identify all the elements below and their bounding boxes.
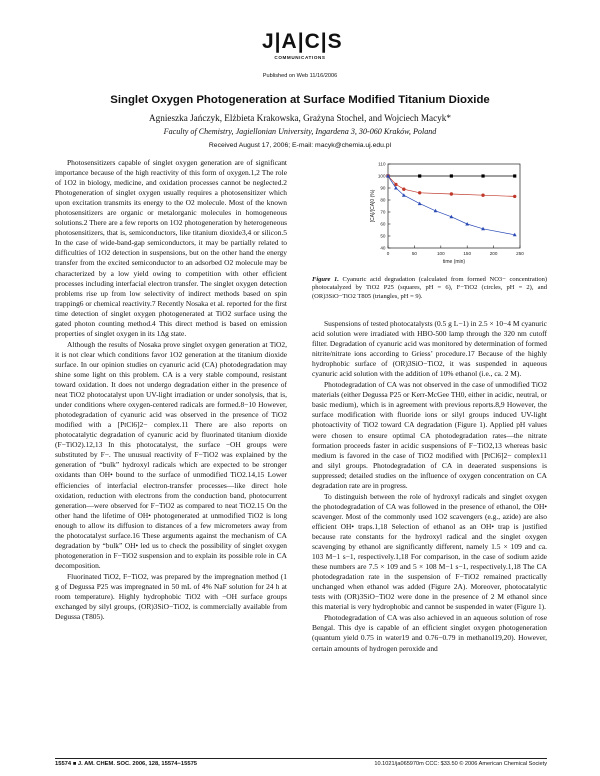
- right-column: [312, 319, 547, 654]
- logo-subtitle: COMMUNICATIONS: [274, 55, 326, 60]
- x-tick-label: 250: [516, 251, 524, 256]
- x-tick-label: 200: [489, 251, 498, 256]
- plot-frame: [388, 164, 520, 248]
- series-line: [388, 176, 515, 235]
- data-point-triangle: [418, 202, 422, 206]
- x-tick-label: 50: [411, 251, 417, 256]
- left-column: [55, 158, 287, 622]
- published-date: Published on Web 11/16/2006: [262, 73, 338, 79]
- x-tick-label: 150: [463, 251, 472, 256]
- paragraph: To distinguish between the role of hydroxyl radicals and singlet oxygen the photodegradation of CA was followed in the presence of ethanol, the OH• scavenger. Most of the commonly used 1O2 scavengers (e.g., azide) are also efficient OH• traps.1,18 Selection of ethanol as an OH• trap is justified because rate constants for the hydroxyl radical and the singlet oxygen scavenging by ethanol are significantly different, namely 1.5 × 109 and ca. 103 M−1 s−1, respectively.1,18 For comparison, in the case of sodium azide these numbers are 7.5 × 109 and 5 × 108 M−1 s−1, respectively.1,18 The CA photodegradation rate in the suspension of F−TiO2 remained practically unchanged when ethanol was added (Figure 2A). Moreover, photocatalytic tests with (OR)3SiO−TiO2 were done in the presence of 2 M ethanol since this material is very hydrophobic and cannot be suspended in water (Figure 1).: [312, 491, 547, 612]
- paragraph: Suspensions of tested photocatalysts (0.5 g L−1) in 2.5 × 10−4 M cyanuric acid solution were irradiated with HBO-500 lamp through the 320 nm cutoff filter. Degradation of cyanuric acid was monitored by determination of formed nitrite/nitrate ions according to Griess’ procedure.17 Because of the highly hydrophobic surface of (OR)3SiO−TiO2, it was suspended in aqueous cyanuric acid solution with the addition of 10% ethanol (i.e., ca. 2 M).: [312, 319, 547, 379]
- y-tick-label: 40: [380, 245, 386, 251]
- data-point-square: [513, 174, 516, 177]
- paragraph: Fluorinated TiO2, F−TiO2, was prepared by the impregnation method (1 g of Degussa P25 was impregnated in 50 mL of 4% NaF solution for 24 h at room temperature). Highly hydrophobic TiO2 with −OH surface groups exchanged by silyl groups, (OR)3SiO−TiO2, is commercially available from Degussa (T805).: [55, 571, 287, 622]
- data-point-circle: [513, 195, 516, 198]
- x-tick-label: 100: [436, 251, 445, 256]
- footer-citation: 15574 ■ J. AM. CHEM. SOC. 2006, 128, 15574−15575: [55, 761, 198, 767]
- paragraph: Photodegradation of CA was also achieved in an aqueous solution of rose Bengal. This dye is capable of an efficient singlet oxygen photogeneration (quantum yield 0.75 in water19 and 0.76−0.79 in methanol19,20). However, certain amounts of hydrogen peroxide and: [312, 613, 547, 653]
- data-point-circle: [450, 192, 453, 195]
- y-tick-label: 110: [378, 161, 386, 167]
- received-line: Received August 17, 2006; E-mail: macyk@chemia.uj.edu.pl: [208, 142, 392, 149]
- y-tick-label: 60: [380, 221, 386, 227]
- footer-doi: 10.1021/ja065970m CCC: $33.50 © 2006 American Chemical Society: [374, 761, 547, 767]
- data-point-circle: [418, 191, 421, 194]
- paragraph: Although the results of Nosaka prove singlet oxygen generation at TiO2, it is not clear which conditions favor 1O2 generation at the titanium dioxide surface. In our opinion studies on cyanuric acid (CA) photodegradation may shine some light on this problem. CA is a very stable compound, resistant toward oxidation. It does not undergo degradation either in the presence of neat TiO2 photocatalyst upon UV-light irradiation or under sonolysis, that is, under conditions where oxygen-centered radicals are formed.8−10 However, photodegradation of cyanuric acid was observed in the presence of TiO2 modified with a [PtCl6]2− complex.11 There are also reports on photocatalytic degradation of cyanuric acid by fluorinated titanium dioxide (F−TiO2).12,13 In this photocatalyst, the surface −OH groups were substituted by F−. The unusual reactivity of F−TiO2 was explained by the generation of “bulk” hydroxyl radicals which are expected to be stronger oxidants than OH• bound to the surface of unmodified TiO2.14,15 Lower efficiencies of interfacial electron-transfer processes—like direct hole oxidation, reduction with electrons from the conduction band, photocurrent generation—were observed for F−TiO2 as compared to neat TiO2.15 On the other hand the lifetime of OH• photogenerated at unmodified TiO2 is long enough to allow its diffusion to distances of a few micrometers away from the photocatalyst surface.16 These arguments against the mechanism of CA degradation by “bulk” OH• led us to check the possibility of singlet oxygen photogeneration in F−TiO2 suspension and to explain its possible role in CA decomposition.: [55, 339, 287, 570]
- chart-svg: [312, 156, 547, 272]
- logo-text: J|A|C|S: [262, 30, 343, 53]
- figure-1-caption: [312, 276, 547, 301]
- affiliation: Faculty of Chemistry, Jagiellonian University, Ingardena 3, 30-060 Kraków, Poland: [163, 127, 437, 136]
- x-tick-label: 0: [386, 251, 390, 256]
- y-tick-label: 90: [380, 185, 386, 191]
- data-point-circle: [402, 188, 405, 191]
- article-title: Singlet Oxygen Photogeneration at Surface Modified Titanium Dioxide: [110, 94, 490, 106]
- y-tick-label: 70: [380, 209, 386, 215]
- data-point-circle: [481, 194, 484, 197]
- footer-rule: [55, 758, 547, 759]
- x-axis-label: time (min): [442, 259, 466, 265]
- data-point-square: [450, 174, 453, 177]
- journal-logo: [262, 30, 343, 61]
- figure-1-chart: [312, 156, 547, 272]
- y-axis-label: [CA]/[CA]0 (%): [370, 189, 376, 223]
- paragraph: Photodegradation of CA was not observed in the case of unmodified TiO2 materials (either Degussa P25 or Kerr-McGee TH0, either in acidic, neutral, or basic medium), which is in agreement with previous reports.8,9 However, the surface modification with fluoride ions or silyl groups induced UV-light photoactivity of TiO2 toward CA degradation (Figure 1). Applied pH values were chosen to ensure optimal CA photodegradation rates—the nitrate formation proceeds faster in acidic suspensions of F−TiO2,13 whereas basic medium is favored in the case of TiO2 modified with [PtCl6]2− complex11 and silyl groups. Photodegradation of CA in deaerated suspensions is suppressed; detailed studies on the influence of oxygen concentration on CA degradation rate are in progress.: [312, 380, 547, 490]
- paragraph: Photosensitizers capable of singlet oxygen generation are of significant importance because of the high reactivity of this form of oxygen.1,2 The role of 1O2 in biology, medicine, and oxidation processes cannot be neglected.2 Photogeneration of singlet oxygen usually requires a photosensitizer which upon excitation transmits its energy to the O2 molecule. Most of the known photosensitizers are organic or metalorganic molecules in homogeneous solutions.2 There are a few reports on 1O2 photogeneration by heterogeneous photosensitizers, that is, semiconductors, like titanium dioxide3,4 or silicon.5 In the case of wide-band-gap semiconductors, it may be partially related to difficulties of 1O2 detection in suspensions, but on the other hand the energy transfer from the excited semiconductor to an adsorbed O2 molecule may be characterized by a low yield owing to competition with other efficient processes including interfacial electron transfer. The singlet oxygen detection problems rise up from low selectivity of indirect methods based on spin trapping6 or chemical reactivity.7 Recently Nosaka et al. reported for the first time detection of singlet oxygen photogenerated at TiO2 surface using the gated photon counting method.4 This direct method is based on emission properties of singlet oxygen in its 1Δg state.: [55, 158, 287, 338]
- y-tick-label: 80: [380, 197, 386, 203]
- caption-text: Cyanuric acid degradation (calculated from formed NO3− concentration) photocatalyzed by TiO2 P25 (squares, pH = 6), F−TiO2 (circles, pH = 2), and (OR)3SiO−TiO2 T805 (triangles, pH = 9).: [312, 276, 547, 300]
- figure-label: Figure 1.: [312, 276, 339, 283]
- y-tick-label: 50: [380, 233, 386, 239]
- data-point-square: [481, 174, 484, 177]
- author-list: Agnieszka Jańczyk, Elżbieta Krakowska, Grażyna Stochel, and Wojciech Macyk*: [149, 113, 451, 123]
- data-point-square: [418, 174, 421, 177]
- y-tick-label: 100: [377, 173, 386, 179]
